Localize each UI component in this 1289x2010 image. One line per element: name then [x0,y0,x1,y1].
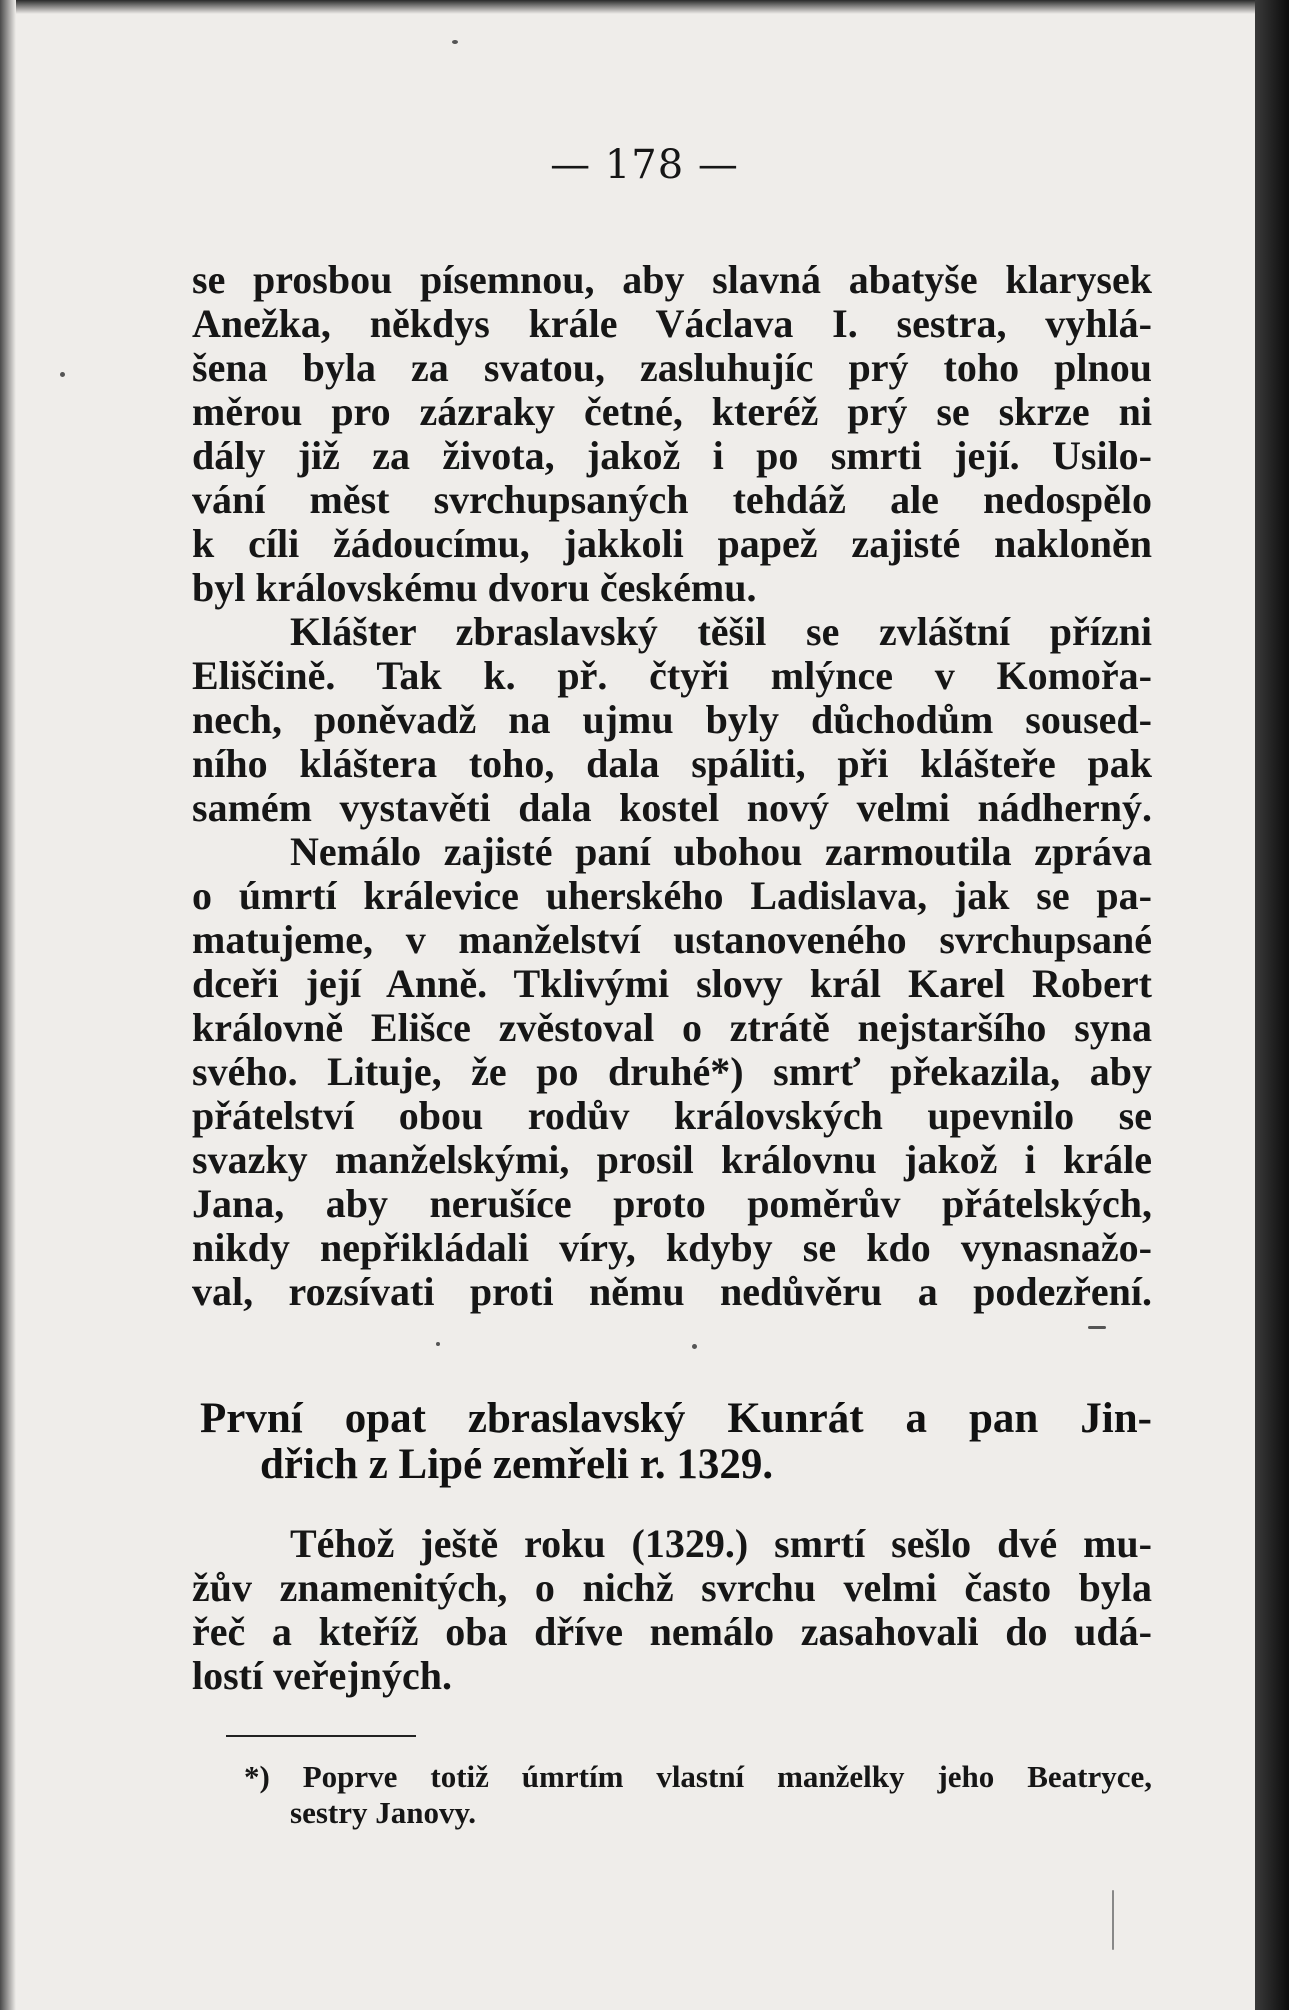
text-line: měrou pro zázraky četné, kteréž prý se skrze ni [192,389,1152,434]
text-line: Eliščině. Tak k. př. čtyři mlýnce v Komořa- [192,653,1152,698]
text-line: Jana, aby nerušíce proto poměrův přátelských, [192,1181,1152,1226]
text-line: matujeme, v manželství ustanoveného svrchupsané [192,917,1152,962]
text-line: šena byla za svatou, zasluhujíc prý toho plnou [192,345,1152,390]
text-line: ního kláštera toho, dala spáliti, při klášteře pak [192,741,1152,786]
scan-speck [452,40,458,44]
text-line: Anežka, někdys krále Václava I. sestra, vyhlá- [192,301,1152,346]
scan-speck [1112,1890,1114,1950]
footnote-divider [226,1735,416,1737]
text-line: vání měst svrchupsaných tehdáž ale nedospělo [192,477,1152,522]
text-line: val, rozsívati proti němu nedůvěru a podezření. [192,1269,1152,1314]
text-line: Klášter zbraslavský těšil se zvláštní přízni [290,609,1152,654]
text-line: nikdy nepřikládali víry, kdyby se kdo vynasnažo- [192,1225,1152,1270]
text-line: dály již za života, jakož i po smrti její. Usilo- [192,433,1152,478]
text-line: nech, poněvadž na ujmu byly důchodům soused- [192,697,1152,742]
scan-speck [692,1344,697,1349]
text-line: řeč a kteříž oba dříve nemálo zasahovali do udá- [192,1609,1152,1654]
text-line: dceři její Anně. Tklivými slovy král Karel Robert [192,961,1152,1006]
text-line: se prosbou písemnou, aby slavná abatyše klarysek [192,257,1152,302]
scan-speck [1088,1326,1106,1329]
text-line: lostí veřejných. [192,1653,452,1698]
scan-shadow-top [0,0,1289,14]
footnote-line: *) Poprve totiž úmrtím vlastní manželky jeho Beatryce, [244,1759,1152,1794]
page-number: — 178 — [550,142,739,188]
scan-shadow-left [0,0,16,2010]
text-line: Téhož ještě roku (1329.) smrtí sešlo dvé mu- [290,1521,1152,1566]
text-line: svého. Lituje, že po druhé*) smrť překazila, aby [192,1049,1152,1094]
scan-shadow-right [1255,0,1289,2010]
text-line: k cíli žádoucímu, jakkoli papež zajisté nakloněn [192,521,1152,566]
heading-line: První opat zbraslavský Kunrát a pan Jin- [200,1395,1152,1442]
footnote-line: sestry Janovy. [290,1795,476,1830]
text-line: přátelství obou rodův královských upevnilo se [192,1093,1152,1138]
text-line: žův znamenitých, o nichž svrchu velmi často byla [192,1565,1152,1610]
scan-speck [60,372,65,377]
text-line: královně Elišce zvěstoval o ztrátě nejstaršího syna [192,1005,1152,1050]
text-line: byl královskému dvoru českému. [192,565,757,610]
text-line: Nemálo zajisté paní ubohou zarmoutila zpráva [290,829,1152,874]
text-line: svazky manželskými, prosil královnu jakož i krále [192,1137,1152,1182]
heading-line: dřich z Lipé zemřeli r. 1329. [260,1441,774,1488]
text-line: o úmrtí králevice uherského Ladislava, jak se pa- [192,873,1152,918]
scan-speck [436,1342,440,1346]
text-line: samém vystavěti dala kostel nový velmi nádherný. [192,785,1152,830]
